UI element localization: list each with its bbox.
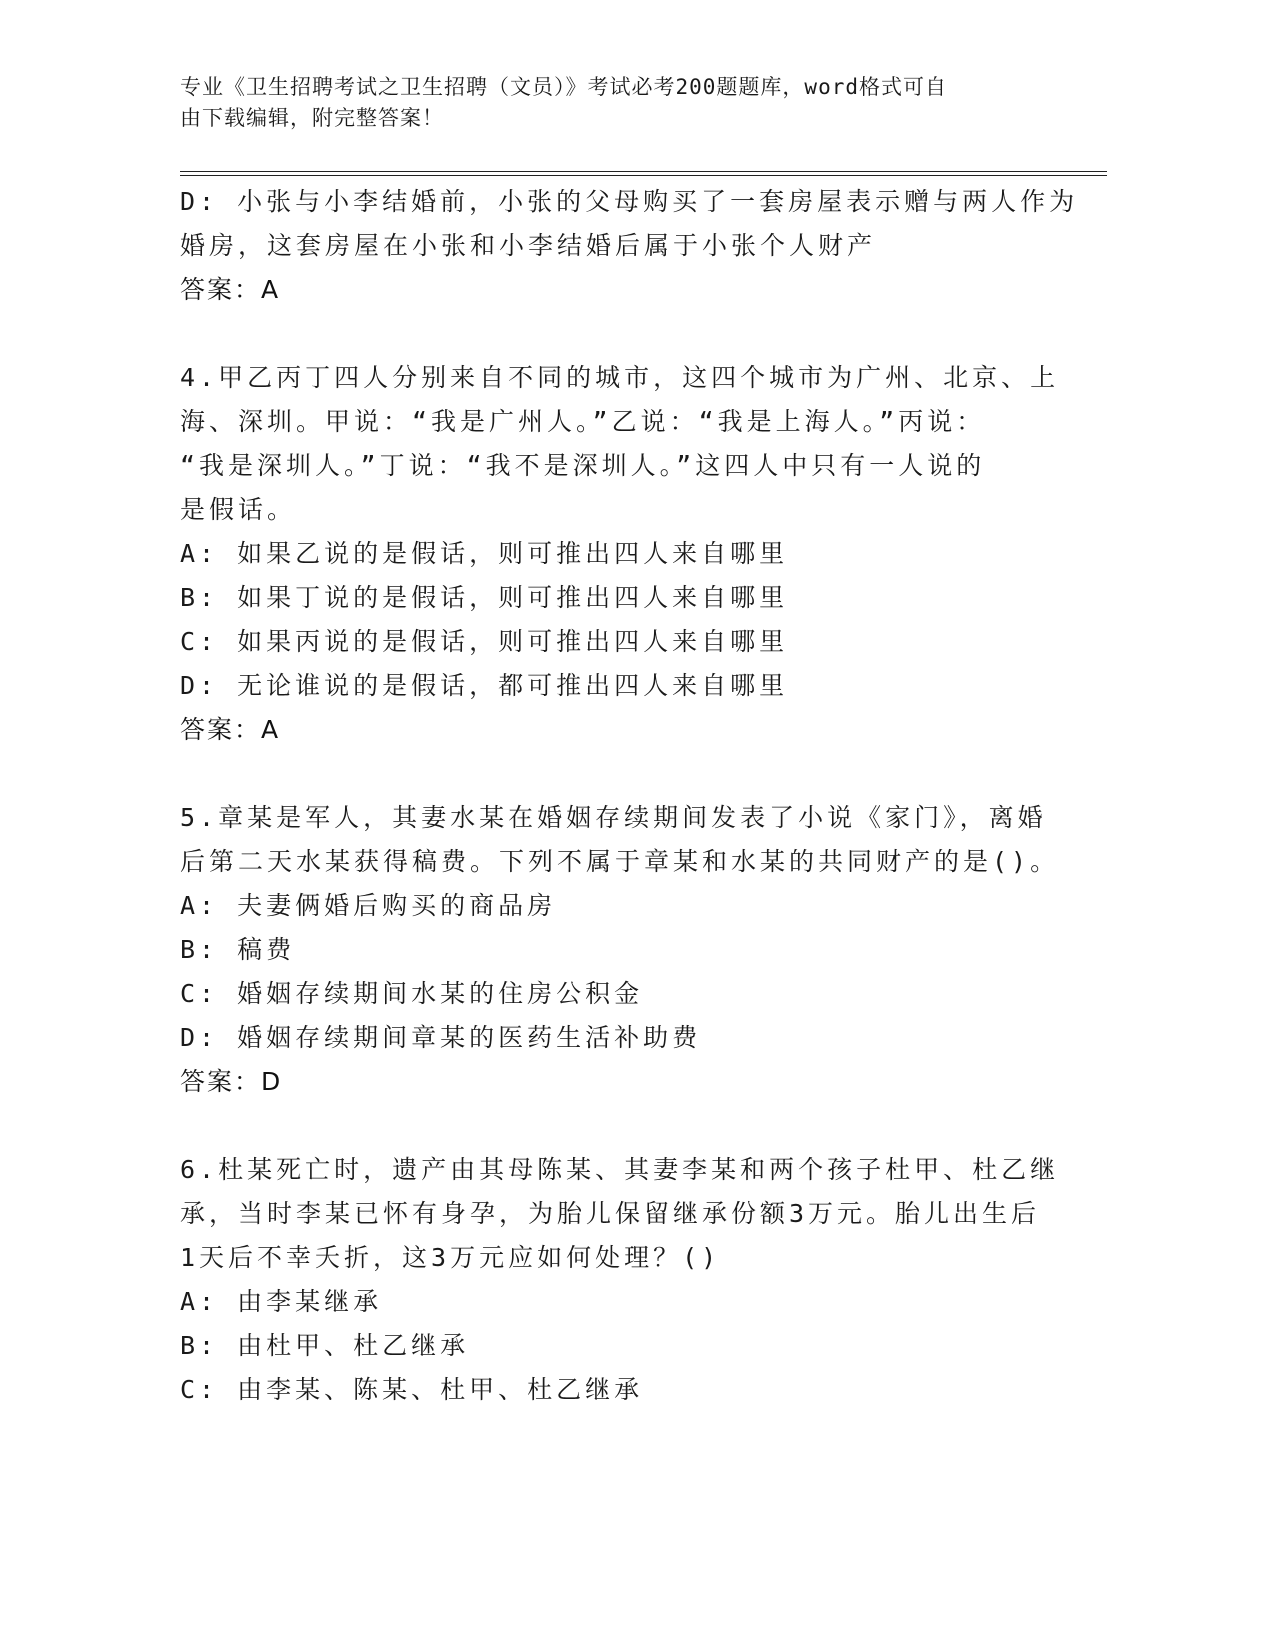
question-stem-line: 承，当时李某已怀有身孕，为胎儿保留继承份额3万元。胎儿出生后	[180, 1199, 1041, 1228]
option-b: B: 稿费	[180, 935, 296, 964]
question-stem-line: 是假话。	[180, 495, 297, 524]
option-d: D: 婚姻存续期间章某的医药生活补助费	[180, 1023, 702, 1052]
header-line-1: 专业《卫生招聘考试之卫生招聘（文员）》考试必考200题题库，word格式可自	[180, 75, 947, 99]
question-stem-line: 海、深圳。甲说：“我是广州人。”乙说：“我是上海人。”丙说：	[180, 407, 986, 436]
question-6	[180, 1148, 1060, 1412]
answer: 答案：A	[180, 715, 281, 744]
option-d: D: 无论谁说的是假话，都可推出四人来自哪里	[180, 671, 789, 700]
question-stem-line: 5.章某是军人，其妻水某在婚姻存续期间发表了小说《家门》，离婚	[180, 803, 1047, 832]
spacer	[180, 312, 1040, 356]
spacer	[180, 752, 1040, 796]
option-a: A: 如果乙说的是假话，则可推出四人来自哪里	[180, 539, 789, 568]
document-header	[180, 72, 1060, 134]
option-a: A: 由李某继承	[180, 1287, 383, 1316]
question-4	[180, 356, 1060, 752]
option-a: A: 夫妻俩婚后购买的商品房	[180, 891, 557, 920]
option-d-continued: 婚房，这套房屋在小张和小李结婚后属于小张个人财产	[180, 231, 877, 260]
question-stem-line: “我是深圳人。”丁说：“我不是深圳人。”这四人中只有一人说的	[180, 451, 986, 480]
document-body	[180, 180, 1079, 1412]
header-divider	[180, 171, 1107, 176]
answer: 答案：A	[180, 275, 281, 304]
answer: 答案：D	[180, 1067, 283, 1096]
header-line-2: 由下载编辑，附完整答案！	[180, 106, 444, 130]
question-stem-line: 4.甲乙丙丁四人分别来自不同的城市，这四个城市为广州、北京、上	[180, 363, 1060, 392]
option-c: C: 如果丙说的是假话，则可推出四人来自哪里	[180, 627, 789, 656]
option-b: B: 由杜甲、杜乙继承	[180, 1331, 470, 1360]
option-c: C: 由李某、陈某、杜甲、杜乙继承	[180, 1375, 644, 1404]
option-d: D: 小张与小李结婚前，小张的父母购买了一套房屋表示赠与两人作为	[180, 187, 1079, 216]
question-stem-line: 后第二天水某获得稿费。下列不属于章某和水某的共同财产的是()。	[180, 847, 1060, 876]
question-5	[180, 796, 1060, 1104]
spacer	[180, 1104, 1040, 1148]
question-stem-line: 6.杜某死亡时，遗产由其母陈某、其妻李某和两个孩子杜甲、杜乙继	[180, 1155, 1060, 1184]
question-stem-line: 1天后不幸夭折，这3万元应如何处理？()	[180, 1243, 721, 1272]
option-c: C: 婚姻存续期间水某的住房公积金	[180, 979, 644, 1008]
option-b: B: 如果丁说的是假话，则可推出四人来自哪里	[180, 583, 789, 612]
previous-question-tail	[180, 180, 1079, 312]
